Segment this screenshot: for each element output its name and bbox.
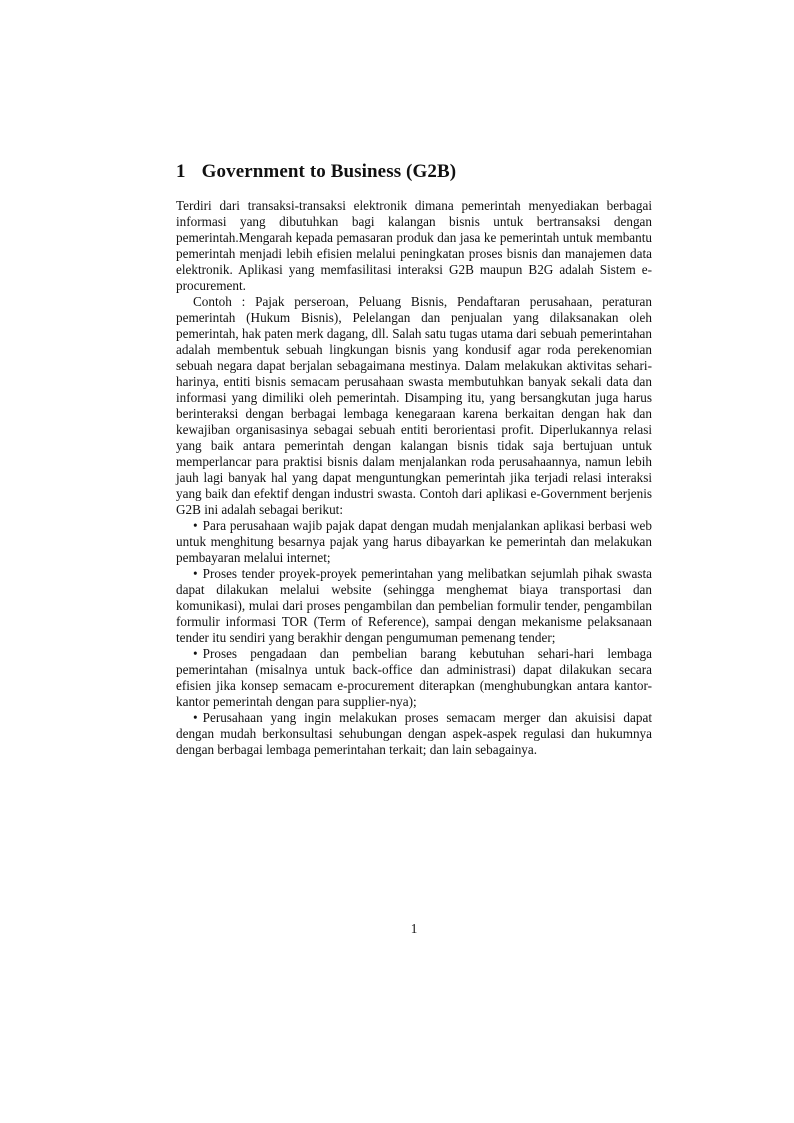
bullet-text: Para perusahaan wajib pajak dapat dengan mudah menjalankan aplikasi berbasi web untuk menghitung besarnya pajak yang harus dibayarkan ke pemerintah dan melakukan pembayaran melalui internet;: [176, 517, 652, 565]
section-number: 1: [176, 161, 186, 182]
paragraph-intro: Terdiri dari transaksi-transaksi elektronik dimana pemerintah menyediakan berbagai informasi yang dibutuhkan bagi kalangan bisnis untuk bertransaksi dengan pemerintah.Mengarah kepada pemasaran produk dan jasa ke pemerintah untuk membantu pemerintah menjadi lebih efisien melalui peningkatan proses bisnis dan manajemen data elektronik. Aplikasi yang memfasilitasi interaksi G2B maupun B2G adalah Sistem e-procurement.: [176, 197, 652, 293]
bullet-icon: •: [193, 565, 198, 581]
bullet-item: [176, 566, 652, 646]
bullet-text: Perusahaan yang ingin melakukan proses semacam merger dan akuisisi dapat dengan mudah berkonsultasi sehubungan dengan aspek-aspek regulasi dan hukumnya dengan berbagai lembaga pemerintahan terkait; dan lain sebagainya.: [176, 709, 652, 757]
bullet-text: Proses tender proyek-proyek pemerintahan yang melibatkan sejumlah pihak swasta dapat dilakukan melalui website (sehingga menghemat biaya transportasi dan komunikasi), mulai dari proses pengambilan dan pembelian formulir tender, pengambilan formulir informasi TOR (Term of Reference), sampai dengan mekanisme pelaksanaan tender itu sendiri yang berakhir dengan pengumuman pemenang tender;: [176, 565, 652, 645]
bullet-item: [176, 518, 652, 566]
bullet-icon: •: [193, 645, 198, 661]
text-block: [176, 162, 652, 758]
page-number: 1: [410, 921, 418, 936]
bullet-item: [176, 646, 652, 710]
section-title: Government to Business (G2B): [201, 161, 457, 182]
bullet-icon: •: [193, 517, 198, 533]
section-heading: [176, 162, 652, 183]
bullet-item: [176, 710, 652, 758]
paragraph-contoh: Contoh : Pajak perseroan, Peluang Bisnis, Pendaftaran perusahaan, peraturan pemerintah (Hukum Bisnis), Pelelangan dan penjualan yang dilaksanakan oleh pemerintah, hak paten merk dagang, dll. Salah satu tugas utama dari sebuah pemerintahan adalah membentuk sebuah lingkungan bisnis yang kondusif agar roda perekenomian sebuah negara dapat berjalan sebagaimana mestinya. Dalam melakukan aktivitas sehari-harinya, entiti bisnis semacam perusahaan swasta membutuhkan banyak sekali data dan informasi yang dimiliki oleh pemerintah. Disamping itu, yang bersangkutan juga harus berinteraksi dengan berbagai lembaga kenegaraan karena berkaitan dengan hak dan kewajiban organisasinya sebagai sebuah entiti berorientasi profit. Diperlukannya relasi yang baik antara pemerintah dengan kalangan bisnis tidak saja bertujuan untuk memperlancar para praktisi bisnis dalam menjalankan roda perusahaannya, namun lebih jauh lagi banyak hal yang dapat menguntungkan pemerintah jika terjadi relasi interaksi yang baik dan efektif dengan industri swasta. Contoh dari aplikasi e-Government berjenis G2B ini adalah sebagai berikut:: [176, 293, 652, 517]
bullet-text: Proses pengadaan dan pembelian barang kebutuhan sehari-hari lembaga pemerintahan (misalnya untuk back-office dan administrasi) dapat dilakukan secara efisien jika konsep semacam e-procurement diterapkan (menghubungkan antara kantor-kantor pemerintah dengan para supplier-nya);: [176, 645, 652, 709]
bullet-icon: •: [193, 709, 198, 725]
